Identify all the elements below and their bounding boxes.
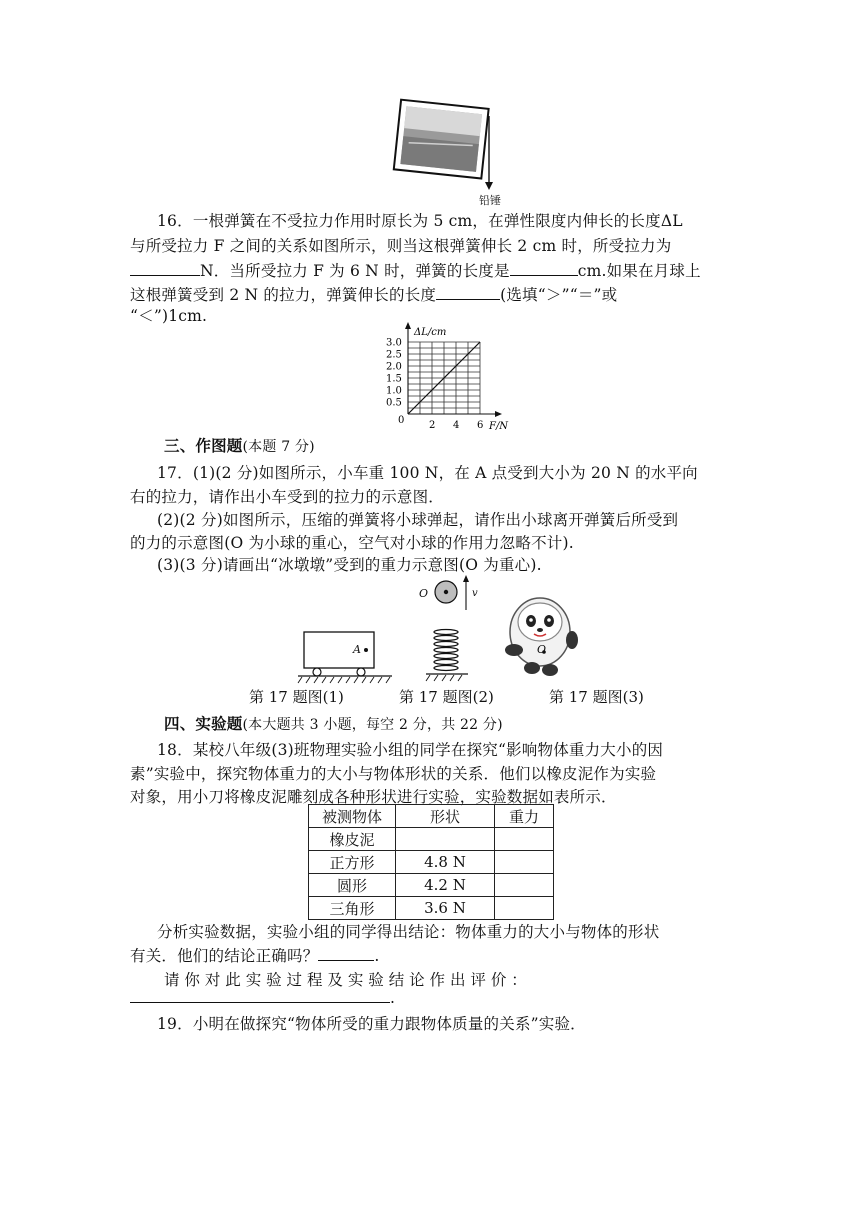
table-header: 被测物体 <box>309 805 396 828</box>
q16-line5: “＜”)1cm. <box>130 307 208 325</box>
table-cell <box>396 828 495 851</box>
q16-line1: 16．一根弹簧在不受拉力作用时原长为 5 cm，在弹性限度内伸长的长度ΔL <box>157 212 683 230</box>
table-cell <box>495 828 554 851</box>
y-tick-label: 0.5 <box>386 397 402 409</box>
experiment-table <box>308 804 554 920</box>
x-tick-label: 4 <box>453 420 460 431</box>
answer-blank[interactable] <box>436 285 500 300</box>
y-tick-label: 3.0 <box>386 337 402 349</box>
y-axis-arrow <box>405 322 411 329</box>
answer-blank[interactable] <box>510 261 578 276</box>
ball-center-label: O <box>419 587 429 600</box>
mascot-center-label: O <box>537 643 547 656</box>
table-row <box>309 828 554 851</box>
mascot-figure <box>500 588 600 684</box>
answer-blank[interactable] <box>130 988 390 1003</box>
table-cell <box>495 851 554 874</box>
table-header: 重力 <box>495 805 554 828</box>
q16-line2: 与所受拉力 F 之间的关系如图所示，则当这根弹簧伸长 2 cm 时，所受拉力为 <box>130 237 672 255</box>
table-header-row <box>309 805 554 828</box>
q19-line1: 19．小明在做探究“物体所受的重力跟物体质量的关系”实验． <box>157 1015 586 1033</box>
q18-line2: 素”实验中，探究物体重力的大小与物体形状的关系．他们以橡皮泥作为实验 <box>130 765 657 783</box>
table-cell: 4.8 N <box>396 851 495 874</box>
figure-caption-1: 第 17 题图(1) <box>249 688 344 706</box>
table-row <box>309 851 554 874</box>
q18-line3: 对象，用小刀将橡皮泥雕刻成各种形状进行实验，实验数据如表所示． <box>130 788 617 806</box>
table-header: 形状 <box>396 805 495 828</box>
plumb-caption: 铅锤 <box>479 194 501 207</box>
q18-line5: 有关．他们的结论正确吗？ . <box>130 947 380 965</box>
x-tick-label: 2 <box>429 420 436 431</box>
x-tick-label: 6 <box>477 420 484 431</box>
table-cell: 3.6 N <box>396 897 495 920</box>
x-axis-label: F/N <box>489 421 509 432</box>
table-cell: 橡皮泥 <box>309 828 396 851</box>
table-cell <box>495 874 554 897</box>
section4-heading: 四、实验题(本大题共 3 小题，每空 2 分，共 22 分) <box>164 714 503 733</box>
q16-line3: N．当所受拉力 F 为 6 N 时，弹簧的长度是 cm.如果在月球上 <box>130 259 701 281</box>
q17-line3: (2)(2 分)如图所示，压缩的弹簧将小球弹起，请作出小球离开弹簧后所受到 <box>157 511 679 529</box>
point-a-label: A <box>353 643 361 656</box>
q17-line5: (3)(3 分)请画出“冰墩墩”受到的重力示意图(O 为重心). <box>157 556 542 574</box>
table-cell: 圆形 <box>309 874 396 897</box>
origin-label: 0 <box>398 415 405 426</box>
y-axis-label: ΔL/cm <box>414 327 447 338</box>
y-tick-label: 1.5 <box>386 373 402 385</box>
q18-line1: 18．某校八年级(3)班物理实验小组的同学在探究“影响物体重力大小的因 <box>157 741 664 759</box>
table-row <box>309 874 554 897</box>
q18-line6: 请 你 对 此 实 验 过 程 及 实 验 结 论 作 出 评 价 ： <box>164 971 527 989</box>
table-cell <box>495 897 554 920</box>
x-axis-arrow <box>495 411 502 417</box>
y-tick-label: 1.0 <box>386 385 402 397</box>
y-tick-label: 2.0 <box>386 361 402 373</box>
q18-line7: . <box>130 988 395 1007</box>
q17-line2: 右的拉力，请作出小车受到的拉力的示意图． <box>130 488 445 506</box>
table-cell: 正方形 <box>309 851 396 874</box>
figure-caption-3: 第 17 题图(3) <box>549 688 644 706</box>
spring-chart <box>360 318 520 436</box>
velocity-label: v <box>472 588 478 599</box>
q17-line1: 17．(1)(2 分)如图所示，小车重 100 N，在 A 点受到大小为 20 N 的水平向 <box>157 464 698 482</box>
cart-figure <box>296 628 396 684</box>
q17-line4: 的力的示意图(O 为小球的重心，空气对小球的作用力忽略不计). <box>130 534 574 552</box>
y-tick-label: 2.5 <box>386 349 402 361</box>
table-cell: 4.2 N <box>396 874 495 897</box>
figure-caption-2: 第 17 题图(2) <box>399 688 494 706</box>
answer-blank[interactable] <box>318 946 374 961</box>
table-cell: 三角形 <box>309 897 396 920</box>
q18-line4: 分析实验数据，实验小组的同学得出结论：物体重力的大小与物体的形状 <box>157 923 660 941</box>
section3-heading: 三、作图题(本题 7 分) <box>164 436 315 455</box>
q16-line4: 这根弹簧受到 2 N 的拉力，弹簧伸长的长度 (选填“＞”“＝”或 <box>130 286 618 304</box>
answer-blank[interactable] <box>130 261 200 276</box>
table-row <box>309 897 554 920</box>
